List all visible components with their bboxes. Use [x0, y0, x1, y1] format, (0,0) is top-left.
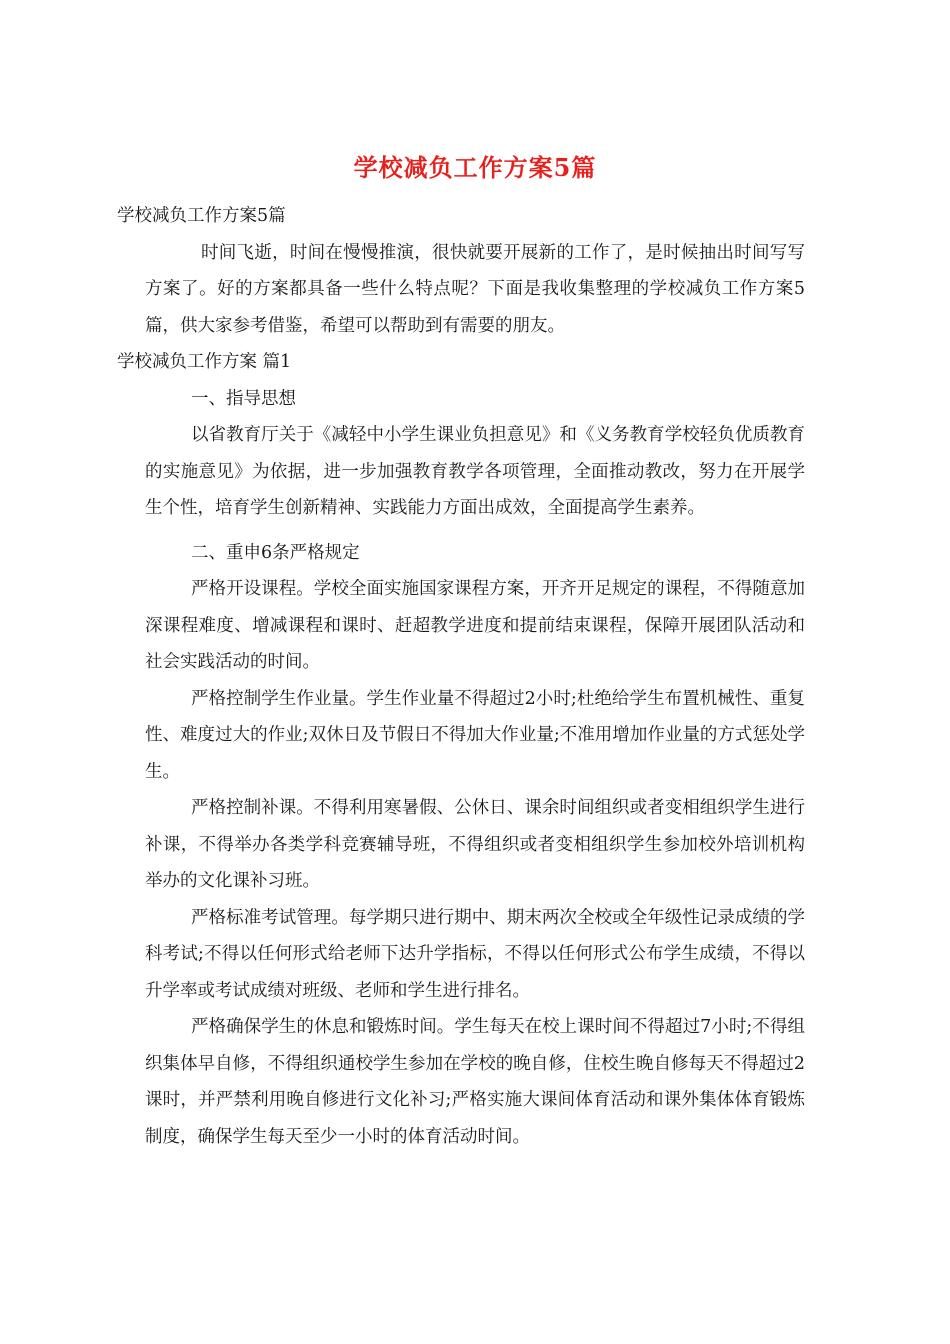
intro-paragraph: 时间飞逝，时间在慢慢推演，很快就要开展新的工作了，是时候抽出时间写写方案了。好的方案都具备一些什么特点呢？下面是我收集整理的学校减负工作方案5篇，供大家参考借鉴，希望可以帮助到有需要的朋友。 [145, 242, 805, 336]
paragraph-guiding-ideology: 以省教育厅关于《减轻中小学生课业负担意见》和《义务教育学校轻负优质教育的实施意见》为依据，进一步加强教育教学各项管理，全面推动教改，努力在开展学生个性，培育学生创新精神、实践能力方面出成效，全面提高学生素养。 [145, 425, 805, 518]
paragraph-tutoring: 严格控制补课。不得利用寒暑假、公休日、课余时间组织或者变相组织学生进行补课，不得举办各类学科竞赛辅导班，不得组织或者变相组织学生参加校外培训机构举办的文化课补习班。 [145, 798, 805, 891]
section-title: 学校减负工作方案 篇1 [117, 352, 292, 372]
paragraph-exams: 严格标准考试管理。每学期只进行期中、期末两次全校或全年级性记录成绩的学科考试;不得以任何形式给老师下达升学指标，不得以任何形式公布学生成绩，不得以升学率或考试成绩对班级、老师和学生进行排名。 [145, 907, 805, 1001]
paragraph-rest-exercise: 严格确保学生的休息和锻炼时间。学生每天在校上课时间不得超过7小时;不得组织集体早自修，不得组织通校学生参加在学校的晚自修，住校生晚自修每天不得超过2课时，并严禁利用晚自修进行文化补习;严格实施大课间体育活动和课外集体体育锻炼制度，确保学生每天至少一小时的体育活动时间。 [145, 1017, 805, 1147]
document-subtitle: 学校减负工作方案5篇 [117, 206, 286, 226]
paragraph-homework: 严格控制学生作业量。学生作业量不得超过2小时;杜绝给学生布置机械性、重复性、难度过大的作业;双休日及节假日不得加大作业量;不准用增加作业量的方式惩处学生。 [145, 688, 805, 782]
heading-six-rules: 二、重申6条严格规定 [191, 542, 360, 563]
paragraph-curriculum: 严格开设课程。学校全面实施国家课程方案，开齐开足规定的课程，不得随意加深课程难度、增减课程和课时、赶超教学进度和提前结束课程，保障开展团队活动和社会实践活动的时间。 [145, 579, 805, 672]
document-title: 学校减负工作方案5篇 [353, 153, 597, 182]
heading-guiding-ideology: 一、指导思想 [191, 388, 296, 409]
document-body [117, 198, 805, 1155]
